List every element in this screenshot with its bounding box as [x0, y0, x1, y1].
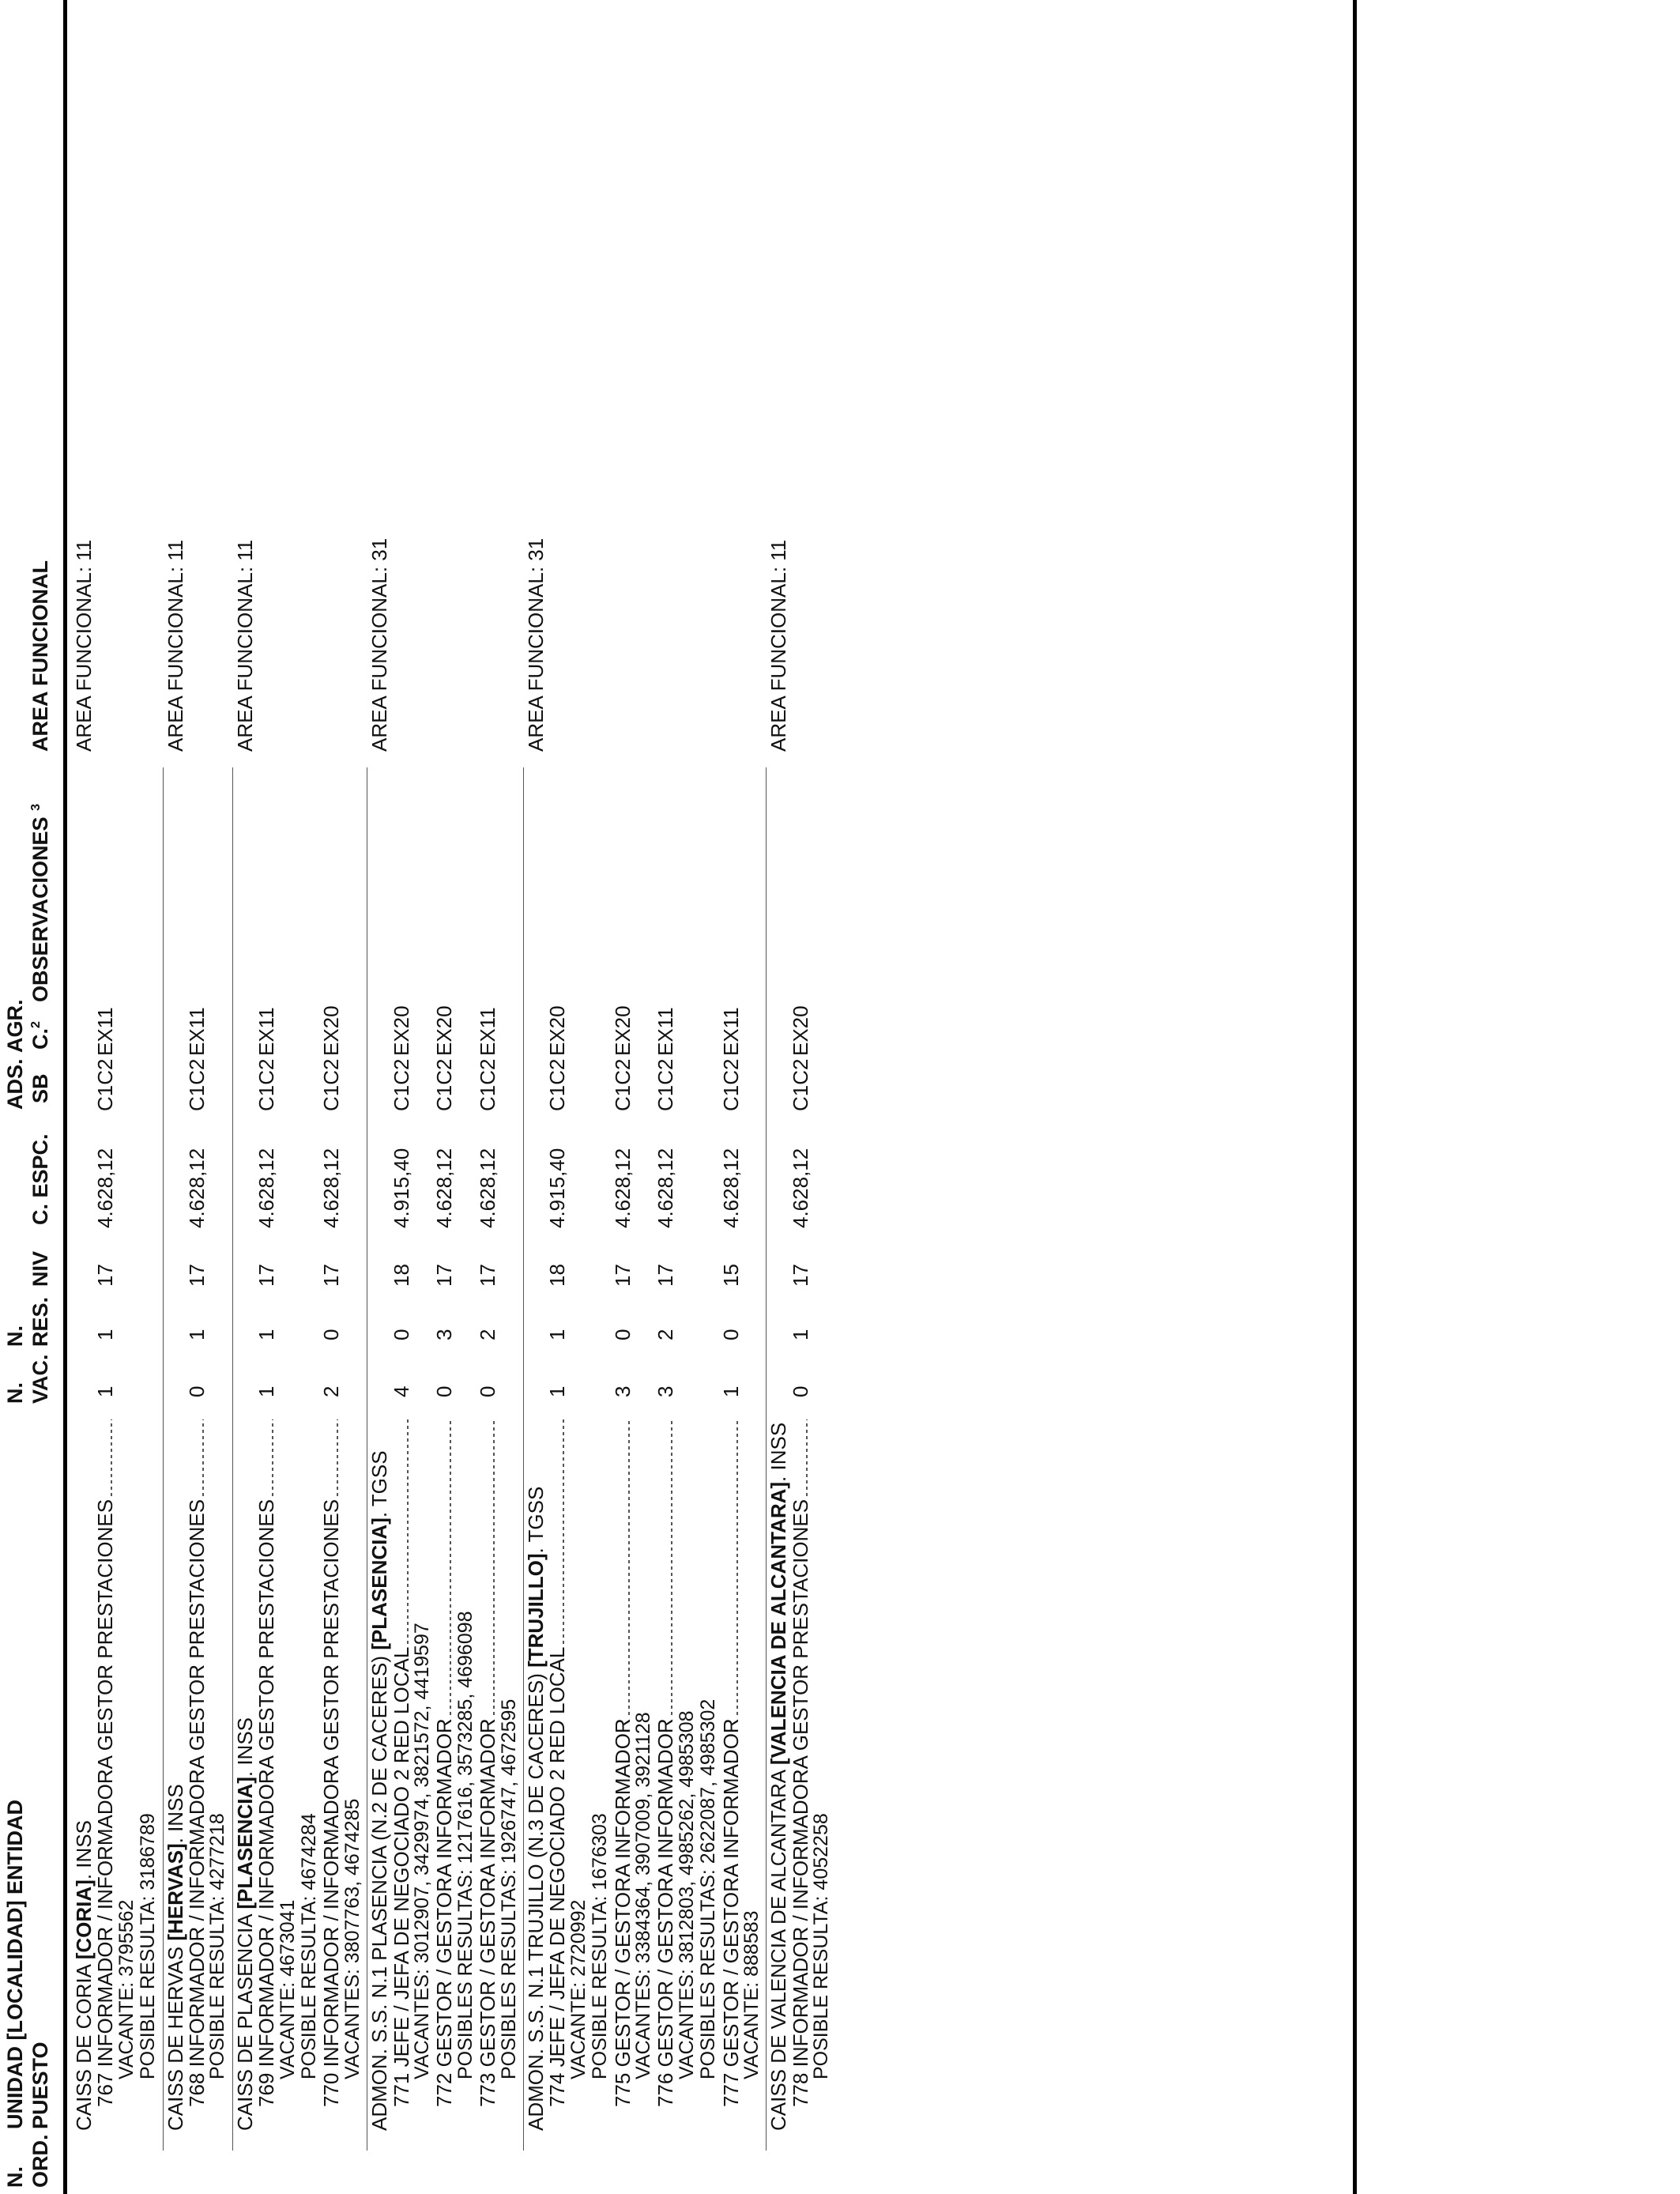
position-title: 771 JEFE / JEFA DE NEGOCIADO 2 RED LOCAL: [389, 1646, 413, 2107]
position-title: 768 INFORMADOR / INFORMADORA GESTOR PRESTACIONES: [185, 1498, 209, 2107]
header-n-vac-2: VAC.: [28, 1354, 52, 1404]
n-vac-value: 1: [545, 1385, 570, 1397]
n-vac-value: 4: [389, 1385, 413, 1397]
ads-sb-value: C1C2: [93, 1058, 118, 1111]
position-detail: POSIBLE RESULTA: 3186789: [137, 1813, 160, 2079]
n-res-value: 1: [93, 1329, 118, 1340]
dot-leader: [202, 1419, 204, 1496]
position-title: 769 INFORMADOR / INFORMADORA GESTOR PRESTACIONES: [254, 1498, 279, 2107]
position-title: 778 INFORMADOR / INFORMADORA GESTOR PRESTACIONES: [788, 1498, 812, 2107]
agr-c-value: EX11: [718, 1007, 743, 1056]
agr-superscript: 2: [29, 1021, 43, 1028]
ads-sb-value: C1C2: [610, 1058, 635, 1111]
n-res-value: 1: [185, 1329, 209, 1340]
niv-value: 15: [718, 1264, 743, 1287]
c-espc-value: 4.628,12: [254, 1148, 279, 1228]
position-title: 772 GESTOR / GESTORA INFORMADOR: [432, 1718, 457, 2107]
n-vac-value: 0: [476, 1385, 500, 1397]
c-espc-value: 4.628,12: [718, 1148, 743, 1228]
c-espc-value: 4.628,12: [185, 1148, 209, 1228]
header-n-vac-1: N.: [3, 1382, 27, 1404]
position-detail: POSIBLE RESULTA: 1676303: [589, 1813, 612, 2079]
header-c-espc: C. ESPC.: [28, 1133, 52, 1225]
position-detail: VACANTE: 2720992: [567, 1899, 590, 2079]
n-vac-value: 0: [185, 1385, 209, 1397]
agr-c-value: EX20: [545, 1005, 570, 1056]
position-title: 775 GESTOR / GESTORA INFORMADOR: [610, 1718, 635, 2107]
n-res-value: 1: [788, 1329, 812, 1340]
niv-value: 17: [93, 1264, 118, 1287]
dot-leader: [563, 1419, 564, 1644]
c-espc-value: 4.628,12: [654, 1148, 678, 1228]
dot-leader: [450, 1419, 451, 1715]
n-vac-value: 2: [319, 1385, 344, 1397]
c-espc-value: 4.628,12: [432, 1148, 457, 1228]
dot-leader: [671, 1419, 672, 1715]
header-niv: NIV: [28, 1250, 52, 1287]
unit-heading: CAISS DE CORIA [CORIA]. INSS: [72, 1820, 96, 2131]
niv-value: 17: [654, 1264, 678, 1287]
niv-value: 17: [788, 1264, 812, 1287]
n-res-value: 1: [254, 1329, 279, 1340]
area-funcional: AREA FUNCIONAL: 11: [767, 539, 791, 752]
dot-leader: [736, 1419, 738, 1715]
n-vac-value: 3: [610, 1385, 635, 1397]
agr-c-value: EX11: [254, 1007, 279, 1056]
n-res-value: 2: [476, 1329, 500, 1340]
n-res-value: 2: [654, 1329, 678, 1340]
header-agr-2: C.$^2$: [28, 1021, 52, 1050]
position-detail: VACANTE: 4673041: [276, 1899, 299, 2079]
position-detail: VACANTES: 3012907, 3429974, 3821572, 4419597: [411, 1623, 433, 2079]
position-detail: POSIBLES RESULTAS: 2622087, 4985302: [697, 1698, 720, 2079]
agr-c-value: EX11: [476, 1007, 500, 1056]
position-detail: VACANTES: 3807763, 4674285: [341, 1798, 363, 2079]
dot-leader: [493, 1419, 495, 1715]
position-detail: POSIBLES RESULTAS: 1926747, 4672595: [497, 1698, 520, 2079]
position-title: 777 GESTOR / GESTORA INFORMADOR: [718, 1718, 743, 2107]
niv-value: 17: [432, 1264, 457, 1287]
ads-sb-value: C1C2: [185, 1058, 209, 1111]
n-res-value: 3: [432, 1329, 457, 1340]
ads-sb-value: C1C2: [476, 1058, 500, 1111]
niv-value: 17: [254, 1264, 279, 1287]
ads-sb-value: C1C2: [654, 1058, 678, 1111]
agr-c-value: EX20: [788, 1005, 812, 1056]
position-detail: POSIBLE RESULTA: 4052258: [810, 1813, 833, 2079]
niv-value: 18: [545, 1264, 570, 1287]
dot-leader: [111, 1419, 112, 1496]
header-ads-1: ADS.: [3, 1058, 27, 1110]
agr-c-value: EX20: [389, 1005, 413, 1056]
c-espc-value: 4.628,12: [93, 1148, 118, 1228]
header-unidad-2: PUESTO: [28, 2041, 52, 2129]
header-n-res-2: RES.: [28, 1296, 52, 1347]
ads-sb-value: C1C2: [432, 1058, 457, 1111]
position-detail: POSIBLE RESULTA: 4674284: [298, 1813, 320, 2079]
c-espc-value: 4.628,12: [610, 1148, 635, 1228]
n-res-value: 0: [718, 1329, 743, 1340]
area-funcional: AREA FUNCIONAL: 11: [232, 539, 257, 752]
position-title: 776 GESTOR / GESTORA INFORMADOR: [654, 1718, 678, 2107]
n-res-value: 0: [319, 1329, 344, 1340]
ads-sb-value: C1C2: [718, 1058, 743, 1111]
agr-c-value: EX11: [93, 1007, 118, 1056]
niv-value: 17: [319, 1264, 344, 1287]
position-detail: VACANTES: 3384364, 3907009, 3921128: [632, 1712, 654, 2079]
n-res-value: 0: [610, 1329, 635, 1340]
obs-superscript: 3: [29, 804, 43, 811]
dot-leader: [628, 1419, 630, 1715]
c-espc-value: 4.628,12: [319, 1148, 344, 1228]
position-title: 774 JEFE / JEFA DE NEGOCIADO 2 RED LOCAL: [545, 1646, 570, 2107]
agr-c-value: EX11: [185, 1007, 209, 1056]
ads-sb-value: C1C2: [788, 1058, 812, 1111]
position-detail: POSIBLES RESULTAS: 1217616, 3573285, 4696098: [454, 1611, 477, 2079]
header-ads-2: SB: [28, 1073, 52, 1103]
c-espc-value: 4.915,40: [389, 1148, 413, 1228]
position-title: 770 INFORMADOR / INFORMADORA GESTOR PRESTACIONES: [319, 1498, 344, 2107]
area-funcional: AREA FUNCIONAL: 31: [524, 537, 548, 752]
header-unidad-1: UNIDAD [LOCALIDAD] ENTIDAD: [3, 1800, 27, 2129]
header-rule: [63, 0, 67, 2194]
n-vac-value: 1: [718, 1385, 743, 1397]
position-detail: VACANTE: 3795562: [115, 1899, 137, 2079]
header-area-funcional: AREA FUNCIONAL: [28, 560, 52, 752]
header-observaciones: OBSERVACIONES $^3$: [28, 804, 52, 1002]
dot-leader: [806, 1419, 808, 1496]
n-vac-value: 0: [432, 1385, 457, 1397]
unit-heading: CAISS DE HERVAS [HERVAS]. INSS: [163, 1784, 187, 2131]
position-detail: VACANTES: 3812803, 4985262, 4985308: [675, 1710, 698, 2079]
bottom-rule: [1353, 0, 1357, 2194]
c-espc-value: 4.628,12: [788, 1148, 812, 1228]
unit-heading: ADMON. S.S. N.1 TRUJILLO (N.3 DE CACERES) [TRUJILLO]. TGSS: [524, 1486, 548, 2131]
position-title: 767 INFORMADOR / INFORMADORA GESTOR PRESTACIONES: [93, 1498, 118, 2107]
n-vac-value: 1: [254, 1385, 279, 1397]
agr-c-value: EX20: [610, 1005, 635, 1056]
n-res-value: 1: [545, 1329, 570, 1340]
position-detail: VACANTE: 888583: [740, 1910, 763, 2079]
dot-leader: [337, 1419, 338, 1496]
dot-leader: [272, 1419, 273, 1496]
header-n-ord-2: ORD.: [28, 2134, 52, 2188]
n-vac-value: 3: [654, 1385, 678, 1397]
n-vac-value: 0: [788, 1385, 812, 1397]
ads-sb-value: C1C2: [545, 1058, 570, 1111]
n-vac-value: 1: [93, 1385, 118, 1397]
niv-value: 17: [610, 1264, 635, 1287]
unit-heading: CAISS DE PLASENCIA [PLASENCIA]. INSS: [232, 1717, 257, 2131]
niv-value: 17: [185, 1264, 209, 1287]
n-res-value: 0: [389, 1329, 413, 1340]
area-funcional: AREA FUNCIONAL: 31: [367, 537, 392, 752]
agr-c-value: EX20: [432, 1005, 457, 1056]
agr-c-value: EX11: [654, 1007, 678, 1056]
c-espc-value: 4.628,12: [476, 1148, 500, 1228]
header-n-res-1: N.: [3, 1325, 27, 1347]
area-funcional: AREA FUNCIONAL: 11: [72, 539, 96, 752]
unit-heading: CAISS DE VALENCIA DE ALCANTARA [VALENCIA DE ALCANTARA]. INSS: [767, 1422, 791, 2131]
dot-leader: [407, 1419, 409, 1644]
header-n-ord-1: N.: [3, 2166, 27, 2188]
c-espc-value: 4.915,40: [545, 1148, 570, 1228]
position-title: 773 GESTOR / GESTORA INFORMADOR: [476, 1718, 500, 2107]
header-agr-1: AGR.: [3, 999, 27, 1053]
ads-sb-value: C1C2: [319, 1058, 344, 1111]
ads-sb-value: C1C2: [389, 1058, 413, 1111]
unit-heading: ADMON. S.S. N.1 PLASENCIA (N.2 DE CACERES) [PLASENCIA]. TGSS: [367, 1450, 392, 2131]
area-funcional: AREA FUNCIONAL: 11: [163, 539, 187, 752]
position-detail: POSIBLE RESULTA: 4277218: [206, 1813, 229, 2079]
ads-sb-value: C1C2: [254, 1058, 279, 1111]
niv-value: 18: [389, 1264, 413, 1287]
agr-c-value: EX20: [319, 1005, 344, 1056]
niv-value: 17: [476, 1264, 500, 1287]
